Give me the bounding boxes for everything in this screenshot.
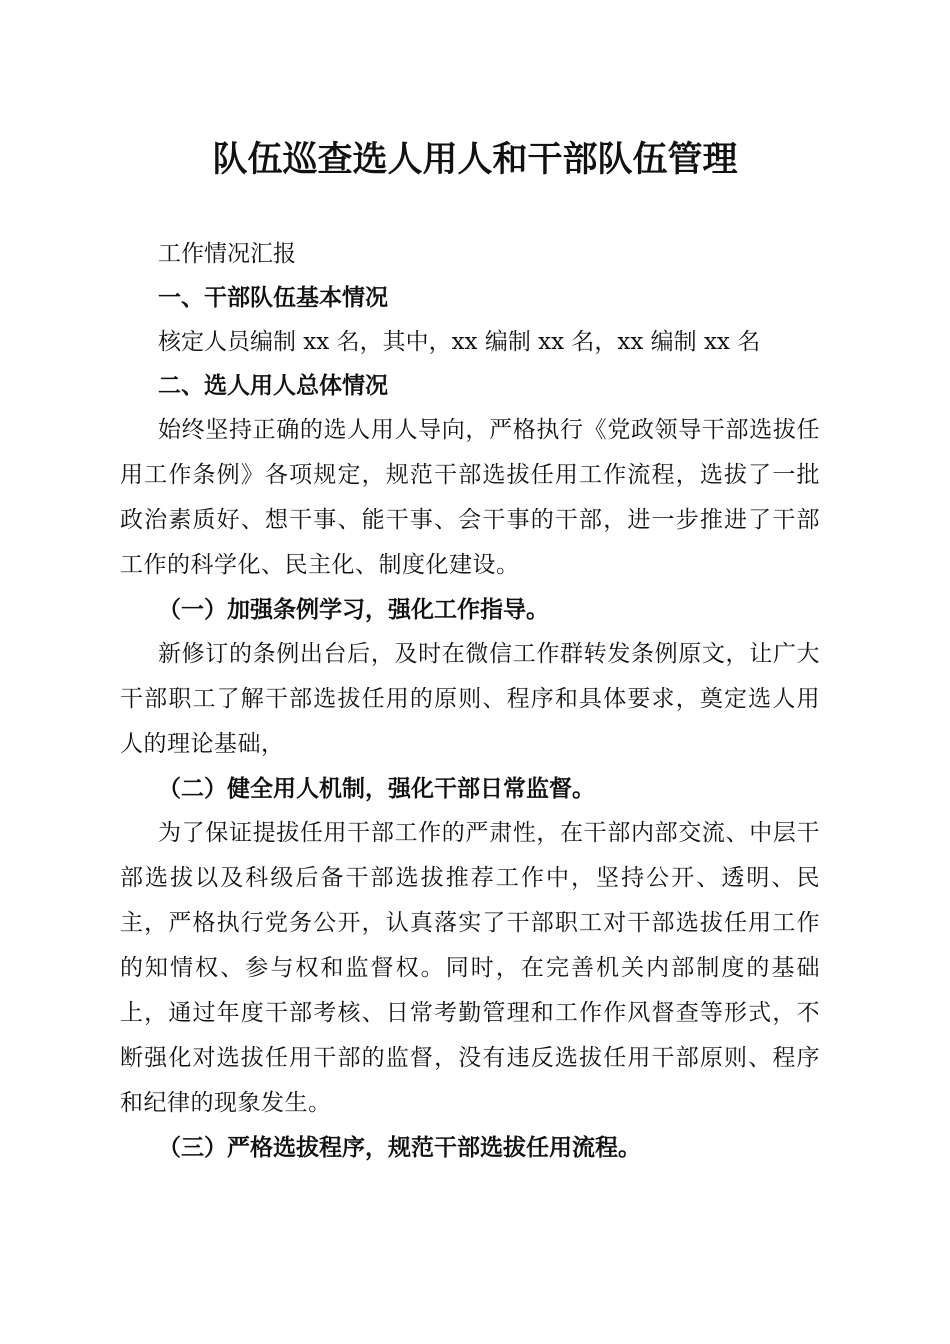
document-subtitle: 工作情况汇报 <box>158 241 296 267</box>
section-1-text: 核定人员编制 xx 名，其中，xx 编制 xx 名，xx 编制 xx 名 <box>158 329 761 355</box>
section-2-intro: 始终坚持正确的选人用人导向，严格执行《党政领导干部选拔任用工作条例》各项规定，规范干部选拔任用工作流程，选拔了一批政治素质好、想干事、能干事、会干事的干部，进一步推进了干部工作的科学化、民主化、制度化建设。 <box>120 417 820 578</box>
subsection-2-heading: （二）健全用人机制，强化干部日常监督。 <box>158 775 595 802</box>
section-2-heading: 二、选人用人总体情况 <box>158 373 388 399</box>
document-body <box>120 232 820 1170</box>
subsection-2-text: 为了保证提拔任用干部工作的严肃性，在干部内部交流、中层干部选拔以及科级后备干部选拔推荐工作中，坚持公开、透明、民主，严格执行党务公开，认真落实了干部职工对干部选拔任用工作的知情权、参与权和监督权。同时，在完善机关内部制度的基础上，通过年度干部考核、日常考勤管理和工作作风督查等形式，不断强化对选拔任用干部的监督，没有违反选拔任用干部原则、程序和纪律的现象发生。 <box>120 820 820 1116</box>
subsection-3-heading: （三）严格选拔程序，规范干部选拔任用流程。 <box>158 1134 641 1161</box>
subsection-1-heading: （一）加强条例学习，强化工作指导。 <box>158 596 549 623</box>
section-1-heading: 一、干部队伍基本情况 <box>158 285 388 311</box>
document-title: 队伍巡查选人用人和干部队伍管理 <box>212 140 738 180</box>
subsection-1-text: 新修订的条例出台后，及时在微信工作群转发条例原文，让广大干部职工了解干部选拔任用的原则、程序和具体要求，奠定选人用人的理论基础， <box>120 641 820 757</box>
